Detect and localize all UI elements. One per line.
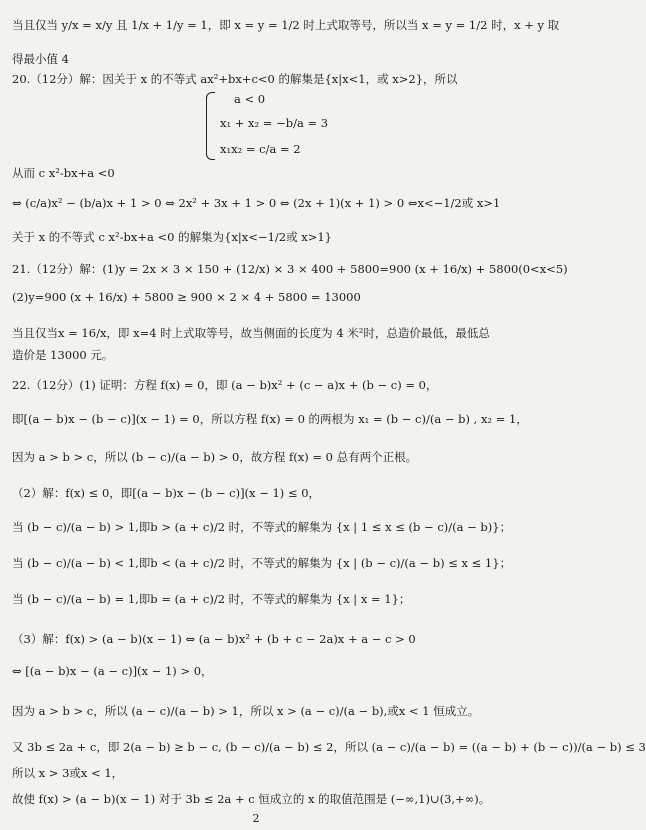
text-line: （3）解：f(x) > (a − b)(x − 1) ⇔ (a − b)x² + (b + c − 2a)x + a − c > 0 [12,632,416,646]
equation-system [206,92,329,160]
text-line: 故使 f(x) > (a − b)(x − 1) 对于 3b ≤ 2a + c 恒成立的 x 的取值范围是 (−∞,1)∪(3,+∞)。 [12,792,491,806]
text-line: 又 3b ≤ 2a + c，即 2(a − b) ≥ b − c, (b − c)/(a − b) ≤ 2，所以 (a − c)/(a − b) = ((a − b) + (b − c))/(a − b) ≤ 3 [12,740,646,754]
text-line: 得最小值 4 [12,52,69,66]
system-row: x₁x₂ = c/a = 2 [220,142,301,156]
text-line: （2）解：f(x) ≤ 0，即[(a − b)x − (b − c)](x − 1) ≤ 0， [12,486,321,500]
system-row: a < 0 [234,92,266,106]
system-row: x₁ + x₂ = −b/a = 3 [220,116,329,130]
text-line: ⇔ (c/a)x² − (b/a)x + 1 > 0 ⇔ 2x² + 3x + 1 > 0 ⇔ (2x + 1)(x + 1) > 0 ⇔x<−1/2或 x>1 [12,196,501,210]
text-line: 因为 a > b > c，所以 (b − c)/(a − b) > 0，故方程 f(x) = 0 总有两个正根。 [12,450,418,464]
text-line: (2)y=900 (x + 16/x) + 5800 ≥ 900 × 2 × 4 + 5800 = 13000 [12,290,361,304]
text-line: 关于 x 的不等式 c x²-bx+a <0 的解集为{x|x<−1/2或 x>1} [12,230,332,244]
text-line: 当 (b − c)/(a − b) = 1,即b = (a + c)/2 时，不等式的解集为 {x | x = 1}； [12,592,411,606]
text-line: 从而 c x²-bx+a <0 [12,166,115,180]
text-line: 所以 x > 3或x < 1， [12,766,124,780]
problem-22-heading: 22.（12分）(1) 证明：方程 f(x) = 0，即 (a − b)x² + (c − a)x + (b − c) = 0， [12,378,438,392]
text-line: 当且仅当x = 16/x，即 x=4 时上式取等号，故当侧面的长度为 4 米²时，总造价最低，最低总 [12,326,490,340]
text-line: 造价是 13000 元。 [12,348,114,362]
text-line: 因为 a > b > c，所以 (a − c)/(a − b) > 1，所以 x > (a − c)/(a − b),或x < 1 恒成立。 [12,704,480,718]
text-line: 当且仅当 y/x = x/y 且 1/x + 1/y = 1，即 x = y = 1/2 时上式取等号，所以当 x = y = 1/2 时，x + y 取 [12,18,560,32]
text-line: 即[(a − b)x − (b − c)](x − 1) = 0，所以方程 f(x) = 0 的两根为 x₁ = (b − c)/(a − b) , x₂ = 1， [12,412,528,426]
text-line: 当 (b − c)/(a − b) > 1,即b > (a + c)/2 时，不等式的解集为 {x | 1 ≤ x ≤ (b − c)/(a − b)}； [12,520,512,534]
problem-21-heading: 21.（12分）解：(1)y = 2x × 3 × 150 + (12/x) × 3 × 400 + 5800=900 (x + 16/x) + 5800(0<x<5) [12,262,568,276]
text-line: ⇔ [(a − b)x − (a − c)](x − 1) > 0， [12,664,213,678]
brace [206,92,215,160]
text-line: 当 (b − c)/(a − b) < 1,即b < (a + c)/2 时，不等式的解集为 {x | (b − c)/(a − b) ≤ x ≤ 1}； [12,556,512,570]
problem-20-heading: 20.（12分）解：因关于 x 的不等式 ax²+bx+c<0 的解集是{x|x<1，或 x>2}，所以 [12,72,458,86]
page-number: 2 [252,812,260,825]
